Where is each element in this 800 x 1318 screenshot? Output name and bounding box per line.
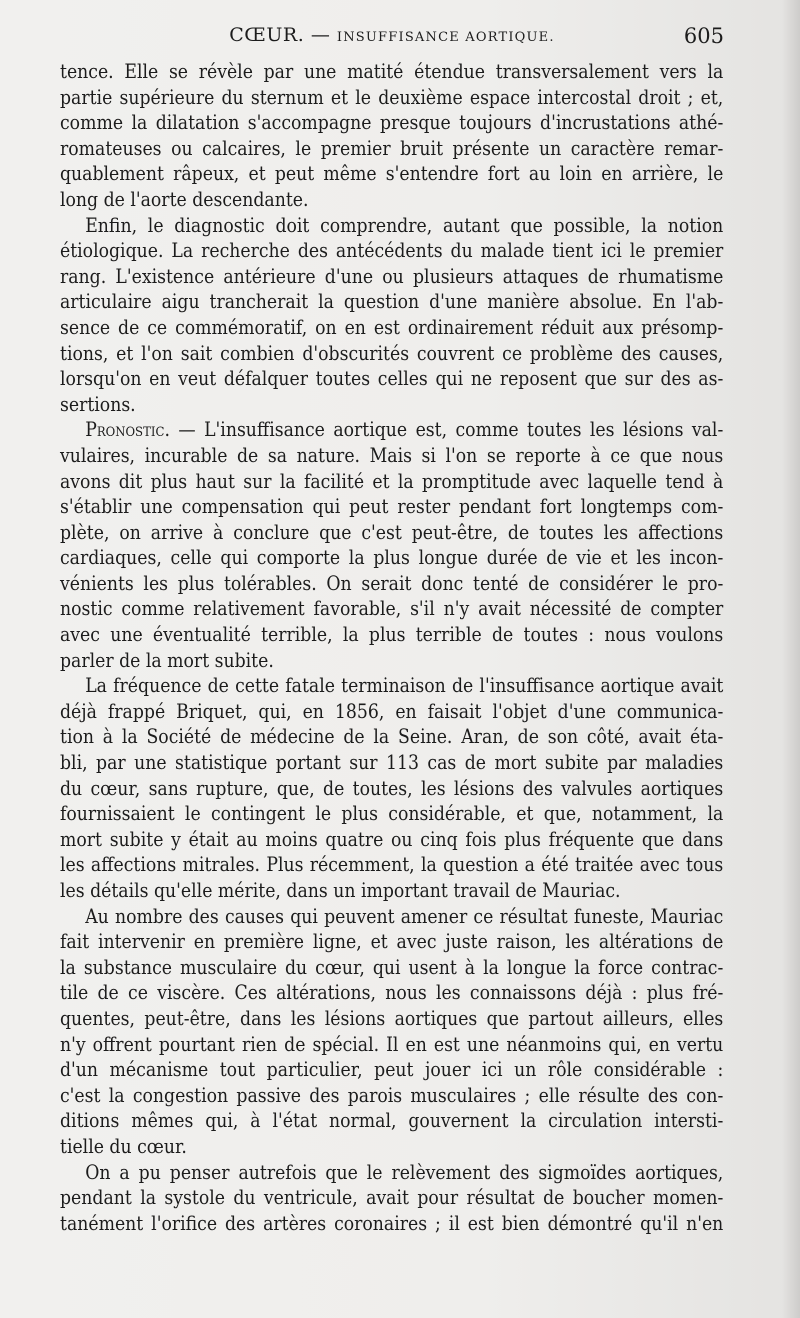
paragraph [60, 1160, 724, 1237]
paragraph [60, 59, 724, 213]
text-line: partie supérieure du sternum et le deuxième espace intercostal droit ; et, [60, 85, 724, 109]
text-line: tanément l'orifice des artères coronaires ; il est bien démontré qu'il n'en [60, 1211, 724, 1235]
text-line: plète, on arrive à conclure que c'est peut-être, de toutes les affections [60, 520, 724, 544]
text-line: avons dit plus haut sur la facilité et la promptitude avec laquelle tend à [60, 469, 724, 493]
text-line: quablement râpeux, et peut même s'entendre fort au loin en arrière, le [60, 162, 724, 186]
text-line: articulaire aigu trancherait la question d'une manière absolue. En l'ab- [60, 290, 724, 314]
text-line: s'établir une compensation qui peut rester pendant fort longtemps com- [60, 495, 724, 519]
paragraph [60, 213, 724, 418]
text-line: du cœur, sans rupture, que, de toutes, les lésions des valvules aortiques [60, 776, 724, 800]
text-line: On a pu penser autrefois que le relèvement des sigmoïdes aortiques, [85, 1160, 724, 1184]
text-line: mort subite y était au moins quatre ou cinq fois plus fréquente que dans [60, 827, 724, 851]
text-line: tions, et l'on sait combien d'obscurités couvrent ce problème des causes, [60, 341, 724, 365]
text-line: n'y offrent pourtant rien de spécial. Il en est une néanmoins qui, en vertu [60, 1032, 724, 1056]
text-line: sertions. [60, 392, 136, 416]
text-line: fait intervenir en première ligne, et avec juste raison, les altérations de [60, 930, 724, 954]
text-line: comme la dilatation s'accompagne presque toujours d'incrustations athé- [60, 111, 724, 135]
text-line: d'un mécanisme tout particulier, peut jouer ici un rôle considérable : [60, 1058, 724, 1082]
text-line: tile de ce viscère. Ces altérations, nous les connaissons déjà : plus fré- [60, 981, 724, 1005]
text-line: sence de ce commémoratif, on en est ordinairement réduit aux présomp- [60, 315, 724, 339]
text-line: pendant la systole du ventricule, avait pour résultat de boucher momen- [60, 1186, 724, 1210]
text-line: cardiaques, celle qui comporte la plus longue durée de vie et les incon- [60, 546, 724, 570]
text-line: étiologique. La recherche des antécédents du malade tient ici le premier [60, 239, 724, 263]
text-line: ditions mêmes qui, à l'état normal, gouvernent la circulation intersti- [60, 1109, 724, 1133]
text-line: Enfin, le diagnostic doit comprendre, autant que possible, la notion [85, 213, 724, 237]
running-title-sub: INSUFFISANCE AORTIQUE. [336, 30, 555, 45]
text-line: vénients les plus tolérables. On serait donc tenté de considérer le pro- [60, 571, 724, 595]
paragraph [60, 904, 724, 1160]
section-lead: Pronostic. [85, 418, 170, 442]
running-title-dash: — [304, 24, 337, 46]
page-number: 605 [683, 24, 724, 48]
text-line: rang. L'existence antérieure d'une ou plusieurs attaques de rhumatisme [60, 264, 724, 288]
text-line: les détails qu'elle mérite, dans un important travail de Mauriac. [60, 879, 621, 902]
text-line: bli, par une statistique portant sur 113 cas de mort subite par maladies [60, 751, 724, 775]
text-line: lorsqu'on en veut défalquer toutes celles qui ne reposent que sur des as- [60, 367, 724, 391]
text-line: déjà frappé Briquet, qui, en 1856, en faisait l'objet d'une communica- [60, 699, 724, 723]
text-line: quentes, peut-être, dans les lésions aortiques que partout ailleurs, elles [60, 1006, 724, 1030]
text-line: vulaires, incurable de sa nature. Mais si l'on se reporte à ce que nous [60, 443, 724, 467]
text-line: fournissaient le contingent le plus considérable, et que, notamment, la [60, 802, 724, 826]
text-line: long de l'aorte descendante. [60, 187, 309, 211]
text-line: Au nombre des causes qui peuvent amener ce résultat funeste, Mauriac [85, 904, 724, 928]
text-line: tence. Elle se révèle par une matité étendue transversalement vers la [60, 60, 724, 83]
running-title-main: CŒUR. [229, 24, 305, 46]
text-line: tielle du cœur. [60, 1134, 187, 1158]
paragraph [60, 417, 724, 673]
text-line: parler de la mort subite. [60, 648, 274, 672]
text-line: tion à la Société de médecine de la Seine. Aran, de son côté, avait éta- [60, 725, 724, 749]
running-title [60, 24, 724, 46]
text-line: Pronostic. — L'insuffisance aortique est, comme toutes les lésions val- [85, 418, 724, 442]
text-line: La fréquence de cette fatale terminaison de l'insuffisance aortique avait [85, 674, 724, 698]
text-line: romateuses ou calcaires, le premier bruit présente un caractère remar- [60, 136, 724, 160]
text-line: avec une éventualité terrible, la plus terrible de toutes : nous voulons [60, 623, 724, 647]
text-line: les affections mitrales. Plus récemment, la question a été traitée avec tous [60, 853, 724, 877]
text-line: nostic comme relativement favorable, s'il n'y avait nécessité de compter [60, 597, 724, 621]
page-body-text [60, 59, 724, 1236]
paragraph [60, 673, 724, 903]
page-header [60, 20, 724, 54]
text-line: c'est la congestion passive des parois musculaires ; elle résulte des con- [60, 1083, 724, 1107]
text-line: la substance musculaire du cœur, qui usent à la longue la force contrac- [60, 955, 724, 979]
